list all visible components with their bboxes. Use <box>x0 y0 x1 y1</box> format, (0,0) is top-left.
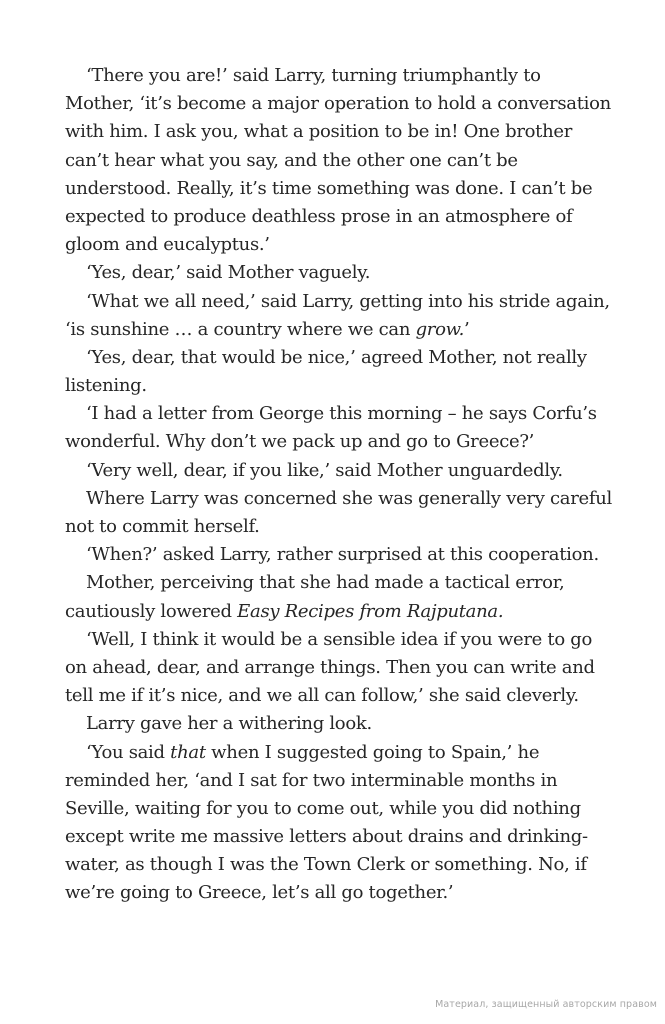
text-segment: gloom and eucalyptus.’ <box>65 234 270 256</box>
text-segment: ‘What we all need,’ said Larry, getting into his stride again, <box>86 290 610 312</box>
text-segment: Mother, ‘it’s become a major operation to hold a conversation <box>65 93 611 115</box>
text-segment-italic: grow. <box>415 318 465 340</box>
text-segment: Mother, perceiving that she had made a tactical error, <box>86 572 565 594</box>
text-segment-italic: Easy Recipes from Rajputana. <box>237 600 504 622</box>
text-segment: ’ <box>464 318 470 340</box>
text-segment: water, as though I was the Town Clerk or something. No, if <box>65 854 587 876</box>
text-segment: except write me massive letters about drains and drinking- <box>65 826 588 848</box>
text-segment: cautiously lowered <box>65 600 238 622</box>
copyright-watermark: Материал, защищенный авторским правом <box>435 999 657 1010</box>
text-line <box>65 569 605 597</box>
text-line <box>65 231 605 259</box>
text-segment: when I suggested going to Spain,’ he <box>205 741 540 763</box>
text-segment: ‘You said <box>86 741 171 763</box>
text-segment: Seville, waiting for you to come out, while you did nothing <box>65 797 581 819</box>
text-segment: ‘Very well, dear, if you like,’ said Mother unguardedly. <box>86 459 563 481</box>
text-segment: Larry gave her a withering look. <box>86 713 372 735</box>
text-line <box>65 203 605 231</box>
text-segment-italic: that <box>170 741 206 763</box>
text-line <box>65 739 605 767</box>
text-line <box>65 541 605 569</box>
text-segment: on ahead, dear, and arrange things. Then you can write and <box>65 656 595 678</box>
text-line <box>65 118 605 146</box>
text-line <box>65 626 605 654</box>
text-line <box>65 823 605 851</box>
text-segment: ‘Well, I think it would be a sensible idea if you were to go <box>86 628 593 650</box>
text-segment: can’t hear what you say, and the other one can’t be <box>65 149 518 171</box>
text-segment: ‘When?’ asked Larry, rather surprised at this cooperation. <box>86 544 599 566</box>
text-line <box>65 682 605 710</box>
text-segment: with him. I ask you, what a position to be in! One brother <box>65 121 573 143</box>
text-segment: tell me if it’s nice, and we all can follow,’ she said cleverly. <box>65 685 579 707</box>
text-line <box>65 513 605 541</box>
text-segment: wonderful. Why don’t we pack up and go to Greece?’ <box>65 431 535 453</box>
text-line <box>65 767 605 795</box>
text-line <box>65 316 605 344</box>
text-line <box>65 90 611 118</box>
text-segment: ‘Yes, dear, that would be nice,’ agreed Mother, not really <box>86 346 587 368</box>
text-line <box>65 879 605 907</box>
text-segment: Where Larry was concerned she was generally very careful <box>86 487 613 509</box>
text-line <box>65 654 605 682</box>
text-segment: listening. <box>65 375 147 397</box>
text-line <box>65 710 605 738</box>
text-segment: expected to produce deathless prose in an atmosphere of <box>65 205 573 227</box>
text-line <box>65 372 605 400</box>
text-line <box>65 851 605 879</box>
text-block <box>65 62 613 908</box>
text-line <box>65 288 610 316</box>
text-line <box>65 147 605 175</box>
text-line <box>65 400 605 428</box>
text-segment: reminded her, ‘and I sat for two interminable months in <box>65 769 558 791</box>
text-segment: ‘is sunshine … a country where we can <box>65 318 416 340</box>
text-line <box>65 485 613 513</box>
text-segment: ‘Yes, dear,’ said Mother vaguely. <box>86 262 371 284</box>
text-line <box>65 428 605 456</box>
text-line <box>65 259 605 287</box>
text-line <box>65 457 605 485</box>
text-line <box>65 795 605 823</box>
text-segment: ‘I had a letter from George this morning – he says Corfu’s <box>86 403 597 425</box>
text-line <box>65 175 605 203</box>
text-segment: ‘There you are!’ said Larry, turning triumphantly to <box>86 65 541 86</box>
text-line <box>65 62 605 90</box>
text-line <box>65 598 605 626</box>
text-segment: understood. Really, it’s time something was done. I can’t be <box>65 177 593 199</box>
text-segment: we’re going to Greece, let’s all go together.’ <box>65 882 454 904</box>
text-segment: not to commit herself. <box>65 516 260 537</box>
text-line <box>65 344 605 372</box>
